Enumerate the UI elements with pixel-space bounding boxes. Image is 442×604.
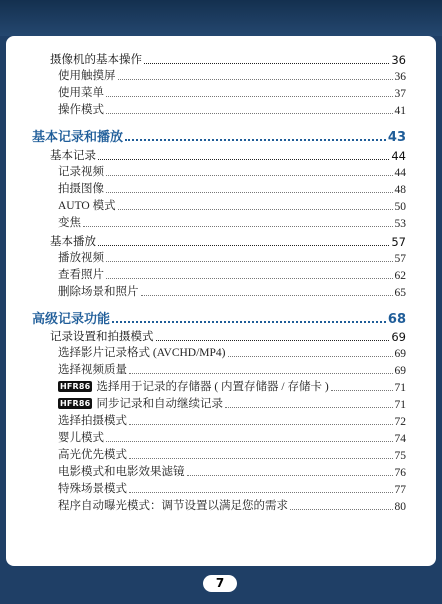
toc-chapter-title: 基本记录和播放 bbox=[32, 130, 124, 145]
dot-leader bbox=[112, 320, 386, 323]
toc-item[interactable] bbox=[58, 362, 406, 377]
dot-leader bbox=[141, 294, 393, 296]
toc-page-number: 36 bbox=[394, 71, 406, 83]
toc-item-title: 特殊场景模式 bbox=[58, 483, 127, 495]
toc-item-title: 程序自动曝光模式：调节设置以满足您的需求 bbox=[58, 500, 288, 512]
toc-item-title: 电影模式和电影效果滤镜 bbox=[58, 466, 185, 478]
toc-item-title: 同步记录和自动继续记录 bbox=[96, 398, 223, 410]
dot-leader bbox=[83, 225, 393, 227]
toc-item[interactable] bbox=[58, 85, 406, 100]
toc-page-number: 69 bbox=[391, 330, 406, 344]
toc-page-number: 69 bbox=[394, 365, 406, 377]
toc-page-number: 57 bbox=[394, 253, 406, 265]
dot-leader bbox=[98, 244, 389, 246]
toc-item[interactable] bbox=[58, 498, 406, 513]
dot-leader bbox=[129, 491, 393, 493]
toc-item[interactable] bbox=[58, 430, 406, 445]
toc-page-number: 44 bbox=[391, 149, 406, 163]
dot-leader bbox=[290, 508, 393, 510]
toc-item[interactable] bbox=[58, 198, 406, 213]
toc-page-number: 57 bbox=[391, 235, 406, 249]
toc-section-title: 基本记录 bbox=[50, 148, 96, 162]
dot-leader bbox=[129, 372, 393, 374]
toc-item-title: 播放视频 bbox=[58, 252, 104, 264]
toc-page-number: 65 bbox=[394, 287, 406, 299]
toc-item-title: 高光优先模式 bbox=[58, 449, 127, 461]
toc-item[interactable] bbox=[58, 284, 406, 299]
toc-section-title: 基本播放 bbox=[50, 234, 96, 248]
toc-item-text bbox=[58, 396, 223, 411]
dot-leader bbox=[129, 423, 393, 425]
toc-item[interactable] bbox=[58, 481, 406, 496]
toc-page-number: 68 bbox=[387, 312, 406, 327]
page-number-badge: 7 bbox=[203, 575, 237, 592]
toc-chapter[interactable] bbox=[32, 309, 406, 327]
dot-leader bbox=[106, 112, 393, 114]
dot-leader bbox=[106, 174, 393, 176]
toc-section-title: 记录设置和拍摄模式 bbox=[50, 329, 154, 343]
toc-item-title: 变焦 bbox=[58, 217, 81, 229]
toc-section[interactable] bbox=[50, 51, 406, 67]
toc-page-number: 75 bbox=[394, 450, 406, 462]
toc-page-number: 53 bbox=[394, 218, 406, 230]
toc-page-number: 71 bbox=[394, 399, 406, 411]
toc-page-number: 43 bbox=[387, 130, 406, 145]
dot-leader bbox=[98, 158, 389, 160]
top-bar bbox=[0, 0, 442, 36]
dot-leader bbox=[228, 355, 393, 357]
toc-item[interactable] bbox=[58, 250, 406, 265]
toc-item-title: 婴儿模式 bbox=[58, 432, 104, 444]
toc-page-number: 80 bbox=[394, 501, 406, 513]
toc-chapter[interactable] bbox=[32, 127, 406, 145]
toc-page-number: 72 bbox=[394, 416, 406, 428]
dot-leader bbox=[118, 78, 393, 80]
toc-page-number: 50 bbox=[394, 201, 406, 213]
dot-leader bbox=[144, 62, 389, 64]
toc-item[interactable] bbox=[58, 181, 406, 196]
dot-leader bbox=[106, 440, 393, 442]
toc-item-title: 拍摄图像 bbox=[58, 183, 104, 195]
toc-page-number: 41 bbox=[394, 105, 406, 117]
dot-leader bbox=[187, 474, 393, 476]
toc-page-number: 71 bbox=[394, 382, 406, 394]
toc-item[interactable] bbox=[58, 267, 406, 282]
dot-leader bbox=[106, 191, 393, 193]
toc-page-number: 62 bbox=[394, 270, 406, 282]
toc-section[interactable] bbox=[50, 147, 406, 163]
toc-chapter-title: 高级记录功能 bbox=[32, 312, 111, 327]
dot-leader bbox=[106, 277, 393, 279]
toc-item[interactable] bbox=[58, 102, 406, 117]
toc-item-title: 选择用于记录的存储器 ( 内置存储器 / 存储卡 ) bbox=[96, 381, 329, 393]
dot-leader bbox=[106, 260, 393, 262]
toc-item[interactable] bbox=[58, 379, 406, 394]
toc-page-number: 37 bbox=[394, 88, 406, 100]
toc-item[interactable] bbox=[58, 164, 406, 179]
toc-item[interactable] bbox=[58, 413, 406, 428]
toc-item[interactable] bbox=[58, 68, 406, 83]
toc-item[interactable] bbox=[58, 345, 406, 360]
toc-page-number: 36 bbox=[391, 53, 406, 67]
toc-item-title: 删除场景和照片 bbox=[58, 286, 139, 298]
toc-section[interactable] bbox=[50, 233, 406, 249]
toc-item-title: 选择视频质量 bbox=[58, 364, 127, 376]
toc-item[interactable] bbox=[58, 215, 406, 230]
dot-leader bbox=[331, 389, 393, 391]
toc-item-title: AUTO 模式 bbox=[58, 200, 116, 212]
dot-leader bbox=[156, 339, 390, 341]
toc-item[interactable] bbox=[58, 447, 406, 462]
dot-leader bbox=[225, 406, 393, 408]
toc-item-title: 记录视频 bbox=[58, 166, 104, 178]
dot-leader bbox=[125, 138, 386, 141]
toc-section-title: 摄像机的基本操作 bbox=[50, 52, 142, 66]
model-badge-icon: HFR86 bbox=[60, 399, 91, 408]
toc-item[interactable] bbox=[58, 396, 406, 411]
toc-page-number: 44 bbox=[394, 167, 406, 179]
toc-page-number: 48 bbox=[394, 184, 406, 196]
toc-item-title: 选择影片记录格式 (AVCHD/MP4) bbox=[58, 347, 226, 359]
toc-item[interactable] bbox=[58, 464, 406, 479]
toc-section[interactable] bbox=[50, 328, 406, 344]
toc-page-number: 74 bbox=[394, 433, 406, 445]
toc-item-title: 使用菜单 bbox=[58, 87, 104, 99]
dot-leader bbox=[106, 95, 393, 97]
dot-leader bbox=[129, 457, 393, 459]
toc-item-title: 查看照片 bbox=[58, 269, 104, 281]
model-badge-icon: HFR86 bbox=[60, 382, 91, 391]
toc-item-title: 使用触摸屏 bbox=[58, 70, 116, 82]
toc-page-number: 77 bbox=[394, 484, 406, 496]
toc-page-number: 69 bbox=[394, 348, 406, 360]
toc-item-text bbox=[58, 379, 329, 394]
toc-item-title: 操作模式 bbox=[58, 104, 104, 116]
toc-item-title: 选择拍摄模式 bbox=[58, 415, 127, 427]
toc-page-number: 76 bbox=[394, 467, 406, 479]
dot-leader bbox=[118, 208, 393, 210]
